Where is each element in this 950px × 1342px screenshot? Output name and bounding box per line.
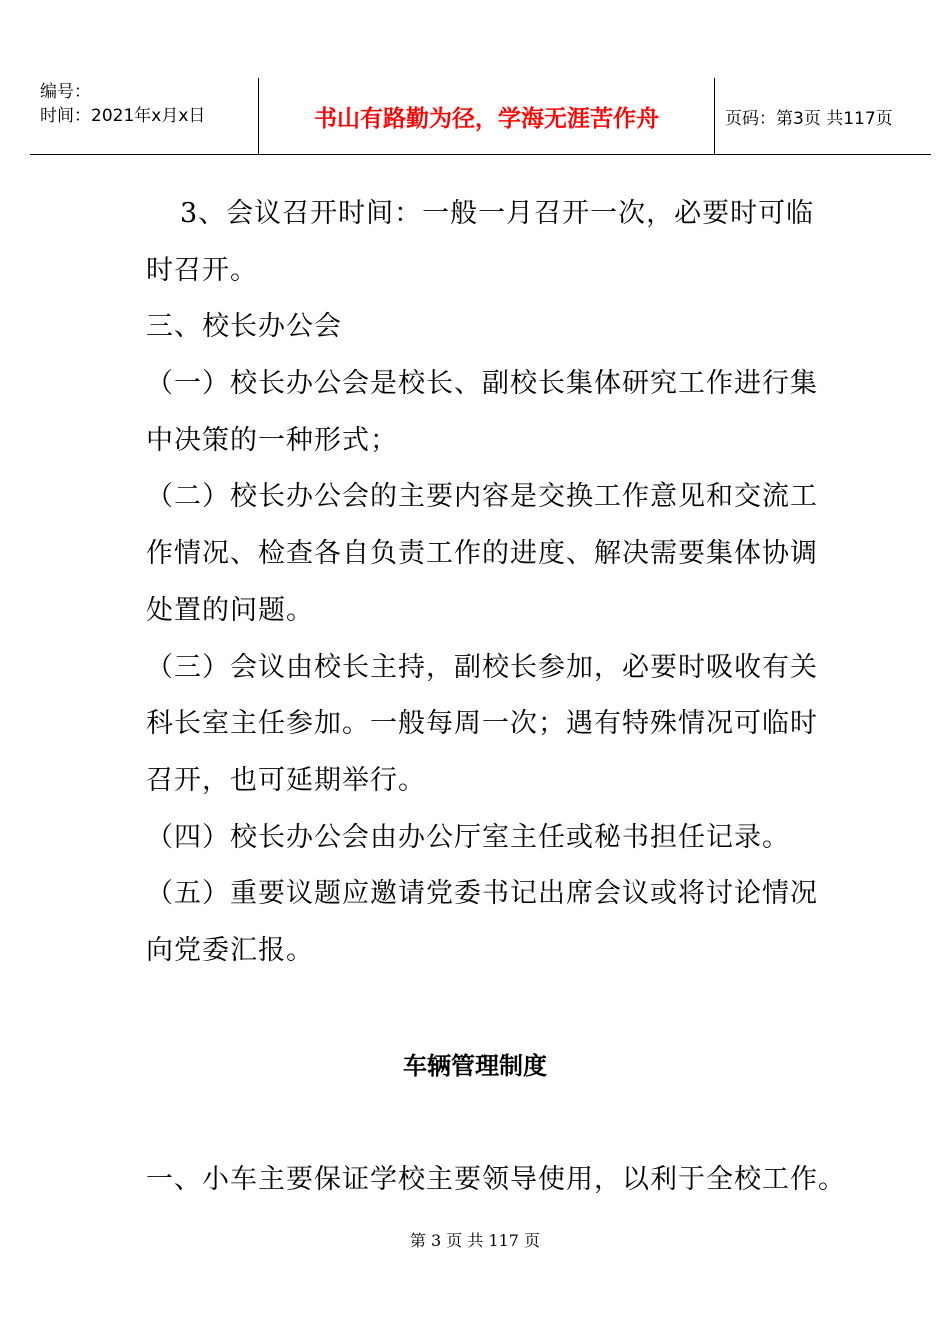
- body-line: 处置的问题。: [146, 594, 314, 626]
- body-line: （四）校长办公会由办公厅室主任或秘书担任记录。: [146, 821, 790, 853]
- section-heading: 三、校长办公会: [146, 311, 342, 343]
- doc-number-label: 编号：: [40, 82, 91, 102]
- page-footer: 第 3 页 共 117 页: [409, 1231, 541, 1250]
- date-line: 时间：2021年x月x日: [40, 106, 206, 126]
- body-line: 科长室主任参加。一般每周一次；遇有特殊情况可临时: [146, 708, 818, 740]
- body-line: 时召开。: [146, 254, 258, 286]
- body-line: 作情况、检查各自负责工作的进度、解决需要集体协调: [146, 538, 818, 570]
- body-line: （二）校长办公会的主要内容是交换工作意见和交流工: [146, 481, 818, 513]
- body-line: （五）重要议题应邀请党委书记出席会议或将讨论情况: [146, 878, 818, 910]
- body-line: （一）校长办公会是校长、副校长集体研究工作进行集: [146, 368, 818, 400]
- body-line: 向党委汇报。: [146, 934, 314, 966]
- document-body: [146, 186, 836, 980]
- page-header: [30, 78, 931, 155]
- body-line: 中决策的一种形式；: [146, 424, 398, 456]
- header-meta: [30, 78, 258, 154]
- header-motto: 书山有路勤为径，学海无涯苦作舟: [258, 78, 715, 154]
- section-title: 车辆管理制度: [403, 1052, 547, 1080]
- body-line: （三）会议由校长主持，副校长参加，必要时吸收有关: [146, 651, 818, 683]
- body-line: 3、会议召开时间：一般一月召开一次，必要时可临: [180, 198, 815, 229]
- body-line: 召开，也可延期举行。: [146, 764, 426, 796]
- header-page-info: 页码：第3页 共117页: [725, 108, 893, 129]
- body-line: 一、小车主要保证学校主要领导使用，以利于全校工作。: [146, 1164, 846, 1195]
